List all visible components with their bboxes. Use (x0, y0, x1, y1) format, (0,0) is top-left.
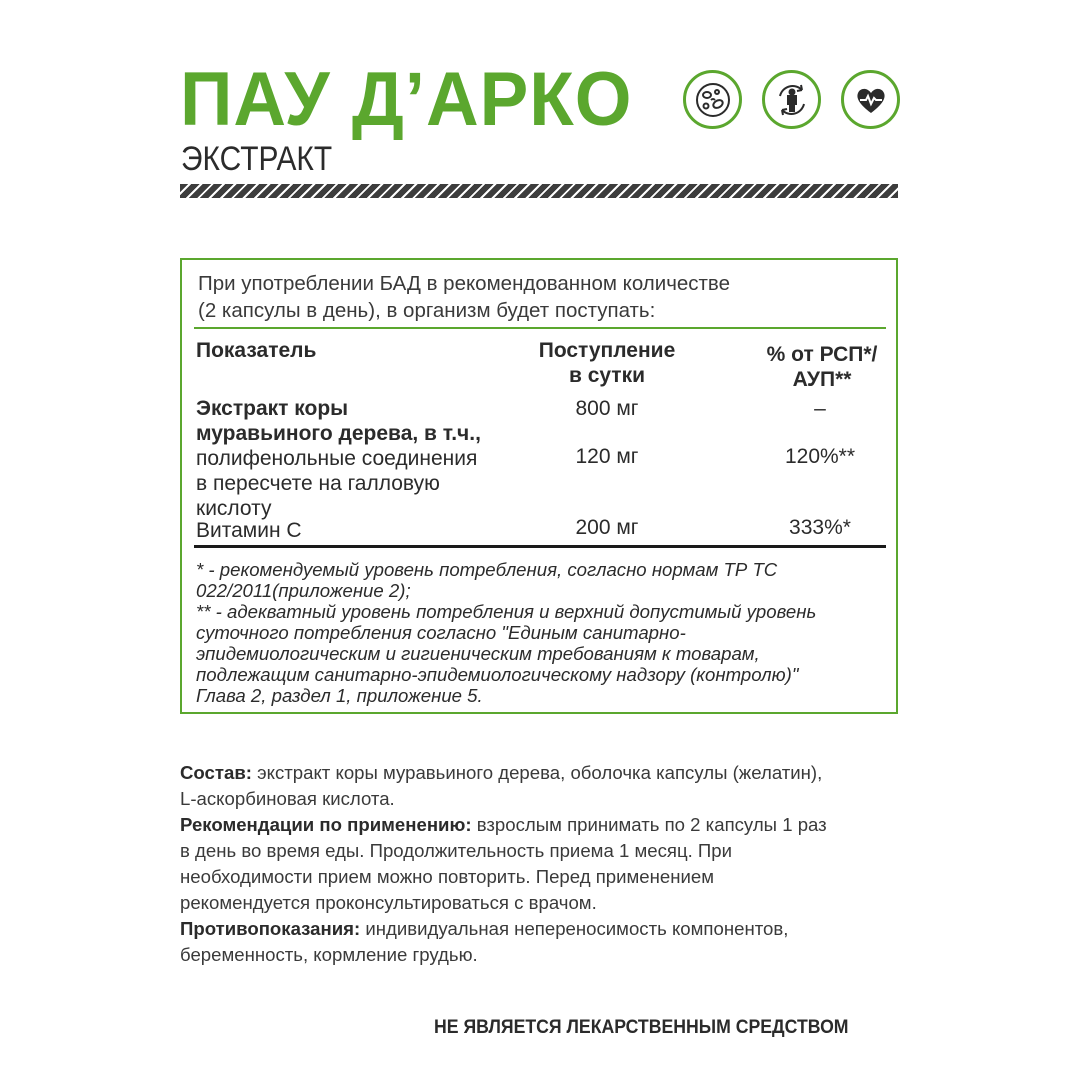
product-subtitle: ЭКСТРАКТ (181, 140, 333, 178)
contraindications-text: Противопоказания: индивидуальная непереносимость компонентов, (180, 918, 789, 939)
disclaimer: НЕ ЯВЛЯЕТСЯ ЛЕКАРСТВЕННЫМ СРЕДСТВОМ (434, 1017, 849, 1038)
column-header-percent: % от РСП*/ АУП** (766, 343, 878, 391)
composition-section: Состав: экстракт коры муравьиного дерева, оболочка капсулы (желатин), L-аскорбиновая кислота. Рекомендации по применению: взрослым принимать по 2 капсулы 1 раз в день во время еды. Продолжительность приема 1 месяц. При необходимости прием можно повторить. Перед применением рекомендуется проконсультироваться с врачом. Противопоказания: индивидуальная непереносимость компонентов, беременность, кормление грудью. (180, 760, 900, 968)
table-cell-percent: 120%** (784, 445, 856, 468)
table-bottom-rule (194, 545, 886, 548)
column-header-daily: Поступление в сутки (538, 339, 676, 387)
table-cell-daily: 200 мг (575, 516, 639, 539)
table-cell-daily: 120 мг (575, 445, 639, 468)
table-cell-daily: 800 мг (575, 397, 639, 420)
product-title: ПАУ Д’АРКО (180, 57, 633, 142)
table-row-name: Витамин С (196, 519, 302, 542)
table-cell-percent: – (814, 397, 826, 420)
benefit-icons (683, 70, 900, 129)
microbes-icon (683, 70, 742, 129)
footnote-aup: ** - адекватный уровень потребления и верхний допустимый уровень суточного потребления согласно "Единым санитарно- эпидемиологическим и гигиеническим требованиям к товарам, подлежащим санитарно-эпидемиологическому надзору (контролю)" Глава 2, раздел 1, приложение 5. (196, 601, 817, 706)
usage-text: Рекомендации по применению: взрослым принимать по 2 капсулы 1 раз (180, 814, 827, 835)
nutrition-table (180, 258, 898, 714)
footnote-rsp: * - рекомендуемый уровень потребления, согласно нормам ТР ТС 022/2011(приложение 2); (196, 559, 778, 601)
composition-text: Состав: экстракт коры муравьиного дерева, оболочка капсулы (желатин), (180, 762, 823, 783)
person-cycle-icon (762, 70, 821, 129)
hatched-divider (180, 184, 898, 198)
column-header-indicator: Показатель (196, 339, 317, 362)
heart-pulse-icon (841, 70, 900, 129)
table-row-name: Экстракт коры муравьиного дерева, в т.ч., полифенольные соединения в пересчете на галловую кислоту (196, 397, 481, 520)
header-divider (194, 327, 886, 329)
table-intro: При употреблении БАД в рекомендованном количестве (2 капсулы в день), в организм будет поступать: (198, 272, 730, 322)
table-cell-percent: 333%* (789, 516, 851, 539)
